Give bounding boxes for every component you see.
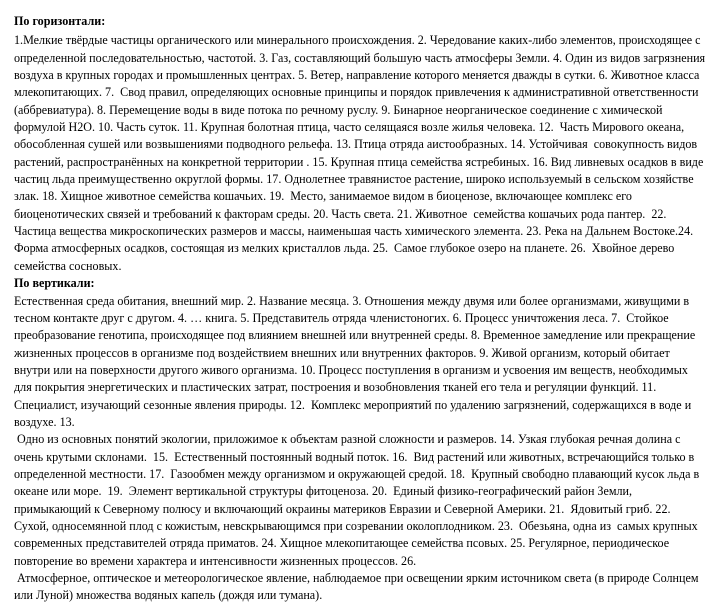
- vertical-heading: По вертикали:: [14, 276, 95, 291]
- vertical-clues-text: Естественная среда обитания, внешний мир. 2. Название месяца. 3. Отношения между двумя или более организмами, живущими в тесном контакте друг с другом. 4. … книга. 5. Представитель отряда членистоногих. 6. Процесс уничтожения леса. 7. Стойкое преобразование генотипа, происходящее под влиянием внешней или внутренней среды. 8. Временное замедление или прекращение жизненных процессов в организме под воздействием внешних или внутренних факторов. 9. Живой организм, который обитает внутри или на поверхности другого живого организма. 10. Процесс поступления в организм и усвоения им веществ, необходимых для покрытия энергетических и пластических затрат, построения и возобновления тканей его тела и регуляции функций. 11. Специалист, изучающий сезонные явления природы. 12. Комплекс мероприятий по удалению загрязнений, содержащихся в воде и воздухе. 13. Одно из основных понятий экологии, приложимое к объектам разной сложности и размеров. 14. Узкая глубокая речная долина с очень крутыми склонами. 15. Естественный постоянный водный поток. 16. Вид растений или животных, встречающийся только в определенной местности. 17. Газообмен между организмом и окружающей средой. 18. Крупный свободно плавающий кусок льда в океане или море. 19. Элемент вертикальной структуры фитоценоза. 20. Единый физико-географический район Земли, примыкающий к Северному полюсу и включающий окраины материков Евразии и Северной Америки. 21. Ядовитый гриб. 22. Сухой, односемянной плод с кожистым, невскрывающимся при созревании околоплодником. 23. Обезьяна, одна из самых крупных современных представителей отряда приматов. 24. Хищное млекопитающее семейства псовых. 25. Регулярное, периодическое повторение во времени характера и интенсивности жизненных процессов. 26. Атмосферное, оптическое и метеорологическое явление, наблюдаемое при освещении ярким источником света (в природе Солнцем или Луной) множества водяных капель (дождя или тумана).: [14, 293, 700, 603]
- horizontal-heading: По горизонтали:: [14, 14, 106, 28]
- horizontal-clues-text: 1.Мелкие твёрдые частицы органического или минерального происхождения. 2. Чередование каких-либо элементов, происходящее с определенной последовательностью, частотой. 3. Газ, составляющий большую часть атмосферы Земли. 4. Один из видов загрязнения воздуха в крупных городах и промышленных центрах. 5. Ветер, направление которого меняется дважды в сутки. 6. Животное класса млекопитающих. 7. Свод правил, определяющих основные принципы и порядок привлечения к административной ответственности (аббревиатура). 8. Перемещение воды в виде потока по речному руслу. 9. Бинарное неорганическое соединение с химической формулой Н2О. 10. Часть суток. 11. Крупная болотная птица, часто селящаяся возле жилья человека. 12. Часть Мирового океана, обособленная сушей или возвышениями подводного рельефа. 13. Птица отряда аистообразных. 14. Устойчивая совокупность видов растений, распространённых на конкретной территории . 15. Крупная птица семейства ястребиных. 16. Вид ливневых осадков в виде частиц льда преимущественно округлой формы. 17. Однолетнее травянистое растение, широко используемый в сельском хозяйстве злак. 18. Хищное животное семейства кошачьих. 19. Место, занимаемое видом в биоценозе, включающее комплекс его биоценотических связей и требований к факторам среды. 20. Часть света. 21. Животное семейства кошачьих рода пантер. 22. Частица вещества микроскопических размеров и массы, наименьшая часть химического элемента. 23. Река на Дальнем Востоке.24. Форма атмосферных осадков, состоящая из мелких кристаллов льда. 25. Самое глубокое озеро на планете. 26. Хвойное дерево семейства сосновых.: [14, 33, 709, 273]
- crossword-clues-document: [14, 13, 709, 605]
